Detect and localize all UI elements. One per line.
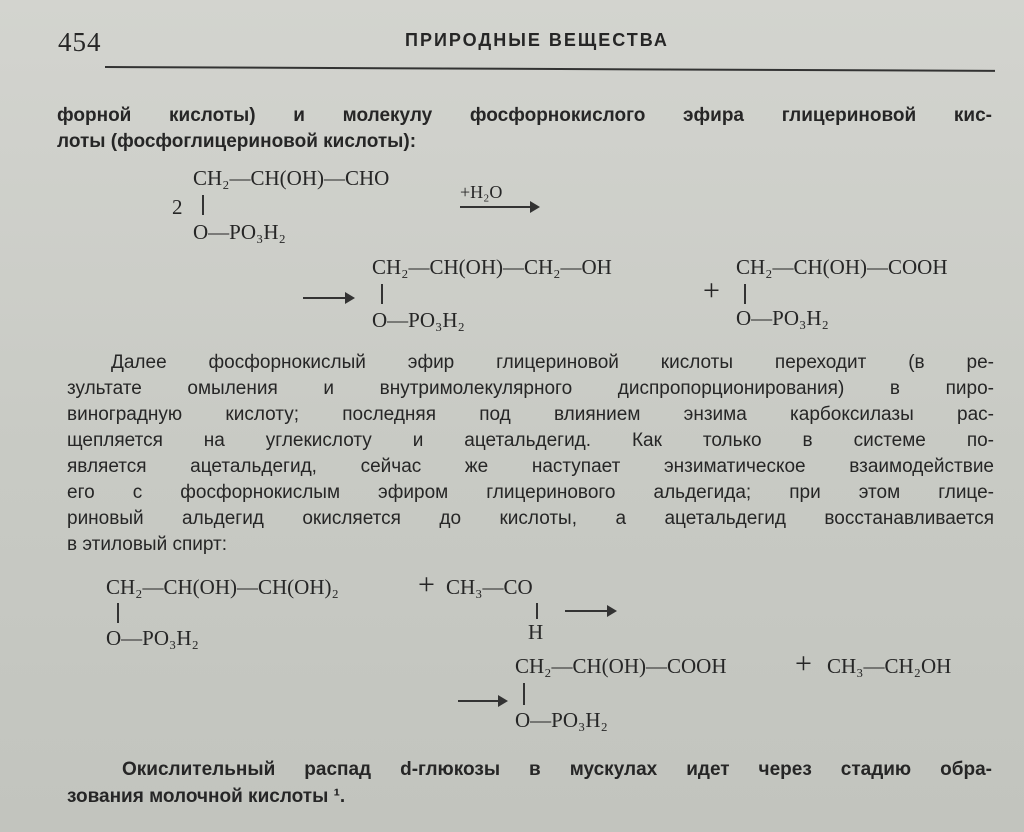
text-line: Далее фосфорнокислый эфир глицериновой кислоты переходит (в ре- (111, 352, 994, 373)
reaction1-reactant: CH₂—CH(OH)—CHO (193, 166, 390, 190)
closing-paragraph-continued (67, 784, 992, 810)
reaction1-reagent: +H₂O (460, 182, 503, 202)
reaction2-product1-substituent: O—PO₃H₂ (515, 708, 608, 732)
reaction1-reactant-substituent: O—PO₃H₂ (193, 220, 286, 244)
body-paragraph-continued (67, 376, 994, 558)
text-line: риновый альдегид окисляется до кислоты, а ацетальдегид восстанавливается (67, 508, 994, 529)
reaction2-product1: CH₂—CH(OH)—COOH (515, 654, 727, 678)
reaction1-coefficient: 2 (172, 195, 183, 219)
closing-paragraph (122, 757, 992, 783)
reaction1-product1-substituent: O—PO₃H₂ (372, 308, 465, 332)
reaction1-product2-substituent: O—PO₃H₂ (736, 306, 829, 330)
reaction1-bond (381, 284, 383, 304)
text-line: является ацетальдегид, сейчас же наступает энзиматическое взаимодействие (67, 456, 994, 477)
page-number: 454 (58, 27, 102, 57)
text-line: Окислительный распад d-глюкозы в мускулах идет через стадию обра- (122, 759, 992, 780)
reaction2-reactant2-hydrogen: H (528, 620, 544, 644)
text-line: виноградную кислоту; последняя под влиянием энзима карбоксилазы рас- (67, 404, 994, 425)
reaction2-reactant1: CH₂—CH(OH)—CH(OH)₂ (106, 575, 339, 599)
text-line: зультате омыления и внутримолекулярного диспропорционирования) в пиро- (67, 378, 994, 399)
reaction2-plus-2: + (795, 647, 812, 680)
reaction1-bond (744, 284, 746, 304)
reaction2-plus-1: + (418, 568, 435, 601)
reaction2-arrow-2 (458, 700, 506, 702)
reaction1-arrow-2 (303, 297, 353, 299)
body-paragraph (111, 350, 994, 376)
reaction2-product2: CH₃—CH₂OH (827, 654, 952, 678)
text-line: щепляется на углекислоту и ацетальдегид. Как только в системе по- (67, 430, 994, 451)
reaction2-bond (117, 603, 119, 623)
reaction1-plus: + (703, 274, 720, 307)
reaction1-product1: CH₂—CH(OH)—CH₂—OH (372, 255, 612, 279)
text-line: лоты (фосфоглицериновой кислоты): (57, 131, 417, 152)
reaction2-bond (523, 683, 525, 705)
text-line: его с фосфорнокислым эфиром глицеринового альдегида; при этом глице- (67, 482, 994, 503)
intro-paragraph (57, 103, 992, 155)
header-rule (105, 66, 995, 72)
reaction2-arrow-1 (565, 610, 615, 612)
reaction1-bond (202, 195, 204, 215)
running-title: ПРИРОДНЫЕ ВЕЩЕСТВА (405, 30, 669, 50)
reaction2-bond (536, 603, 538, 619)
reaction1-arrow-1 (460, 206, 538, 208)
text-line: форной кислоты) и молекулу фосфорнокислого эфира глицериновой кис- (57, 105, 992, 126)
text-line: в этиловый спирт: (67, 534, 228, 555)
text-line: зования молочной кислоты ¹. (67, 786, 346, 807)
reaction1-product2: CH₂—CH(OH)—COOH (736, 255, 948, 279)
reaction2-reactant2: CH₃—CO (446, 575, 533, 599)
reaction2-reactant1-substituent: O—PO₃H₂ (106, 626, 199, 650)
